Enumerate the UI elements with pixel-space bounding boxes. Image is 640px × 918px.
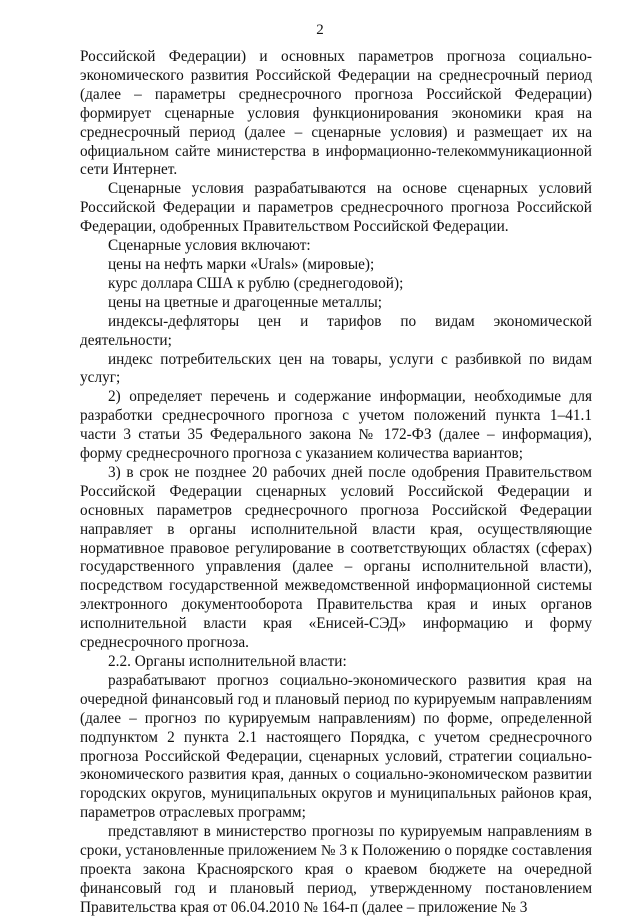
paragraph-submit-forecasts: представляют в министерство прогнозы по курируемым направлениям в сроки, установленные приложением № 3 к Положению о порядке составления проекта закона Красноярского края о краевом бюджете на очередной финансовый год и плановый период, утвержденному постановлением Правительства края от 06.04.2010 № 164-п (далее – приложение № 3 xyxy=(80,823,592,916)
list-item-metal-prices: цены на цветные и драгоценные металлы; xyxy=(108,293,383,311)
paragraph-scenario-includes: Сценарные условия включают: xyxy=(108,237,311,255)
paragraph-develop-forecast: разрабатывают прогноз социально-экономического развития края на очередной финансовый год и плановый период по курируемым направлениям (далее – прогноз по курируемым направлениям) по форме, определенной подпунктом 2 пункта 2.1 настоящего Порядка, с учетом среднесрочного прогноза Российской Федерации, сценарных условий, стратегии социально-экономического развития края, данных о социально-экономическом развитии городских округов, муниципальных округов и муниципальных районов края, параметров отраслевых программ; xyxy=(80,671,592,822)
section-heading-2-2: 2.2. Органы исполнительной власти: xyxy=(108,653,347,670)
list-item-consumer-price-index: индекс потребительских цен на товары, услуги с разбивкой по видам услуг; xyxy=(80,350,592,387)
paragraph-continuation: Российской Федерации) и основных параметров прогноза социально-экономического развития Российской Федерации на среднесрочный период (далее – параметры среднесрочного прогноза Российской Федерации) формирует сценарные условия функционирования экономики края на среднесрочный период (далее – сценарные условия) и размещает их на официальном сайте министерства в информационно-телекоммуникационной сети Интернет. xyxy=(80,48,592,179)
list-item-oil-prices: цены на нефть марки «Urals» (мировые); xyxy=(108,255,375,273)
list-item-usd-rate: курс доллара США к рублю (среднегодовой); xyxy=(108,274,404,292)
document-body xyxy=(80,48,592,918)
paragraph-scenario-basis: Сценарные условия разрабатываются на основе сценарных условий Российской Федерации и параметров среднесрочного прогноза Российской Федерации, одобренных Правительством Российской Федерации. xyxy=(80,180,592,236)
paragraph-item-2: 2) определяет перечень и содержание информации, необходимые для разработки среднесрочного прогноза с учетом положений пункта 1–41.1 части 3 статьи 35 Федерального закона № 172-ФЗ (далее – информация), форму среднесрочного прогноза с указанием количества вариантов; xyxy=(80,388,592,463)
list-item-deflator-indices: индексы-дефляторы цен и тарифов по видам экономической деятельности; xyxy=(80,312,592,349)
page-number: 2 xyxy=(316,22,324,38)
paragraph-item-3: 3) в срок не позднее 20 рабочих дней после одобрения Правительством Российской Федерации сценарных условий Российской Федерации и основных параметров среднесрочного прогноза Российской Федерации направляет в органы исполнительной власти края, осуществляющие нормативное правовое регулирование в соответствующих областях (сферах) государственного управления (далее – органы исполнительной власти), посредством государственной межведомственной информационной системы электронного документооборота Правительства края и иных органов исполнительной власти края «Енисей-СЭД» информацию и форму среднесрочного прогноза. xyxy=(80,463,592,652)
